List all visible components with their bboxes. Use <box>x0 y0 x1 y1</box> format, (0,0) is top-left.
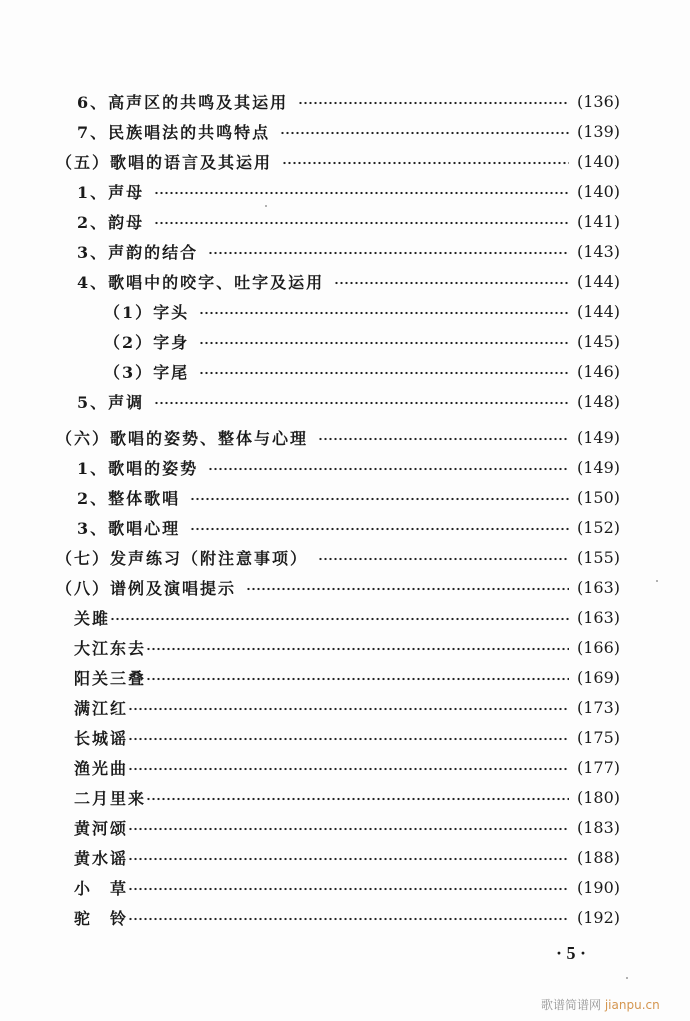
toc-entry-page: (149) <box>576 457 620 477</box>
toc-entry-title: 黄水谣 <box>74 848 129 868</box>
leader-dots <box>128 856 569 862</box>
watermark <box>541 996 660 1013</box>
toc-entry-title: 1、歌唱的姿势 <box>77 458 199 478</box>
scan-speck <box>656 580 658 582</box>
toc-entry-title: （1）字头 <box>104 302 190 322</box>
toc-entry-title: （六）歌唱的姿势、整体与心理 <box>56 428 309 448</box>
leader-dots <box>246 586 569 592</box>
toc-entry-title: 3、声韵的结合 <box>77 242 199 262</box>
leader-dots <box>128 916 569 922</box>
toc-entry-page: (150) <box>576 487 620 507</box>
toc-entry <box>56 542 620 572</box>
toc-entry <box>74 812 620 842</box>
toc-entry <box>74 872 620 902</box>
toc-entry-page: (190) <box>576 877 620 897</box>
leader-dots <box>146 676 569 682</box>
toc-entry-title: 1、声母 <box>77 182 145 202</box>
toc-entry <box>56 422 620 452</box>
toc-entry <box>74 902 620 932</box>
toc-entry <box>77 386 620 416</box>
toc-entry <box>77 176 620 206</box>
leader-dots <box>128 766 569 772</box>
toc-entry <box>74 662 620 692</box>
toc-entry-page: (144) <box>576 271 620 291</box>
toc-entry <box>104 296 620 326</box>
toc-entry-page: (144) <box>576 301 620 321</box>
leader-dots <box>190 496 569 502</box>
leader-dots <box>282 160 569 166</box>
scan-speck <box>626 977 628 979</box>
toc-entry <box>77 86 620 116</box>
toc-entry-page: (173) <box>576 697 620 717</box>
toc-entry-title: 2、整体歌唱 <box>77 488 181 508</box>
toc-entry-title: （七）发声练习（附注意事项） <box>56 548 309 568</box>
scan-speck <box>265 205 267 207</box>
toc-entry-title: 长城谣 <box>74 728 129 748</box>
toc-entry-title: 阳关三叠 <box>74 668 147 688</box>
watermark-site-name: 歌谱简谱网 <box>541 998 602 1012</box>
toc-entry-title: 二月里来 <box>74 788 147 808</box>
toc-entry-page: (143) <box>576 241 620 261</box>
toc-entry-page: (149) <box>576 427 620 447</box>
toc-entry-page: (180) <box>576 787 620 807</box>
leader-dots <box>146 646 569 652</box>
toc-entry-title: 满江红 <box>74 698 129 718</box>
toc-entry-page: (175) <box>576 727 620 747</box>
toc-entry-title: 3、歌唱心理 <box>77 518 181 538</box>
toc-entry-page: (183) <box>576 817 620 837</box>
toc-entry <box>56 146 620 176</box>
toc-entry <box>74 602 620 632</box>
toc-entry <box>74 782 620 812</box>
leader-dots <box>146 796 569 802</box>
toc-entry-page: (163) <box>576 577 620 597</box>
toc-entry-title: （八）谱例及演唱提示 <box>56 578 237 598</box>
toc-entry <box>77 236 620 266</box>
toc-entry-title: （2）字身 <box>104 332 190 352</box>
toc-entry-title: 小 草 <box>74 878 129 898</box>
leader-dots <box>128 886 569 892</box>
leader-dots <box>208 250 569 256</box>
toc-entry-page: (169) <box>576 667 620 687</box>
leader-dots <box>199 340 569 346</box>
toc-entry-title: 7、民族唱法的共鸣特点 <box>77 122 271 142</box>
toc-entry-title: 黄河颂 <box>74 818 129 838</box>
toc-entry-title: （3）字尾 <box>104 362 190 382</box>
leader-dots <box>128 736 569 742</box>
toc-entry <box>74 692 620 722</box>
toc-entry <box>74 842 620 872</box>
toc-entry-title: （五）歌唱的语言及其运用 <box>56 152 273 172</box>
leader-dots <box>199 310 569 316</box>
toc-entry-page: (146) <box>576 361 620 381</box>
toc-entry <box>74 752 620 782</box>
leader-dots <box>154 190 569 196</box>
toc-entry-title: 关雎 <box>74 608 111 628</box>
toc-entry-page: (139) <box>576 121 620 141</box>
toc-entry-title: 2、韵母 <box>77 212 145 232</box>
watermark-domain: jianpu.cn <box>604 998 660 1012</box>
toc-entry-title: 驼 铃 <box>74 908 129 928</box>
toc-entry <box>104 356 620 386</box>
toc-entry-title: 5、声调 <box>77 392 145 412</box>
leader-dots <box>190 526 569 532</box>
toc-entry <box>77 482 620 512</box>
toc-entry-page: (155) <box>576 547 620 567</box>
toc-entry-title: 4、歌唱中的咬字、吐字及运用 <box>77 272 325 292</box>
toc-entry <box>77 206 620 236</box>
leader-dots <box>280 130 569 136</box>
leader-dots <box>128 706 569 712</box>
toc-entry-page: (163) <box>576 607 620 627</box>
toc-entry <box>77 512 620 542</box>
toc-entry-page: (177) <box>576 757 620 777</box>
toc-entry-page: (140) <box>576 151 620 171</box>
toc-entry-page: (145) <box>576 331 620 351</box>
toc-entry <box>104 326 620 356</box>
leader-dots <box>318 436 569 442</box>
leader-dots <box>298 100 569 106</box>
toc-entry-title: 6、高声区的共鸣及其运用 <box>77 92 289 112</box>
toc-entry-page: (141) <box>576 211 620 231</box>
toc-entry <box>77 266 620 296</box>
toc-entry <box>77 452 620 482</box>
toc-entry <box>74 722 620 752</box>
leader-dots <box>318 556 569 562</box>
toc-entry-page: (140) <box>576 181 620 201</box>
leader-dots <box>208 466 569 472</box>
toc-entry <box>77 116 620 146</box>
leader-dots <box>199 370 569 376</box>
leader-dots <box>154 400 569 406</box>
toc-entry-title: 渔光曲 <box>74 758 129 778</box>
toc-entry-title: 大江东去 <box>74 638 147 658</box>
toc-entry-page: (136) <box>576 91 620 111</box>
toc-entry-page: (192) <box>576 907 620 927</box>
toc-entry-page: (188) <box>576 847 620 867</box>
toc-entry <box>56 572 620 602</box>
leader-dots <box>110 616 569 622</box>
leader-dots <box>154 220 569 226</box>
leader-dots <box>334 280 569 286</box>
toc-entry-page: (166) <box>576 637 620 657</box>
leader-dots <box>128 826 569 832</box>
toc-entry <box>74 632 620 662</box>
toc-entry-page: (152) <box>576 517 620 537</box>
toc-entry-page: (148) <box>576 391 620 411</box>
page-number: · 5 · <box>556 943 587 963</box>
